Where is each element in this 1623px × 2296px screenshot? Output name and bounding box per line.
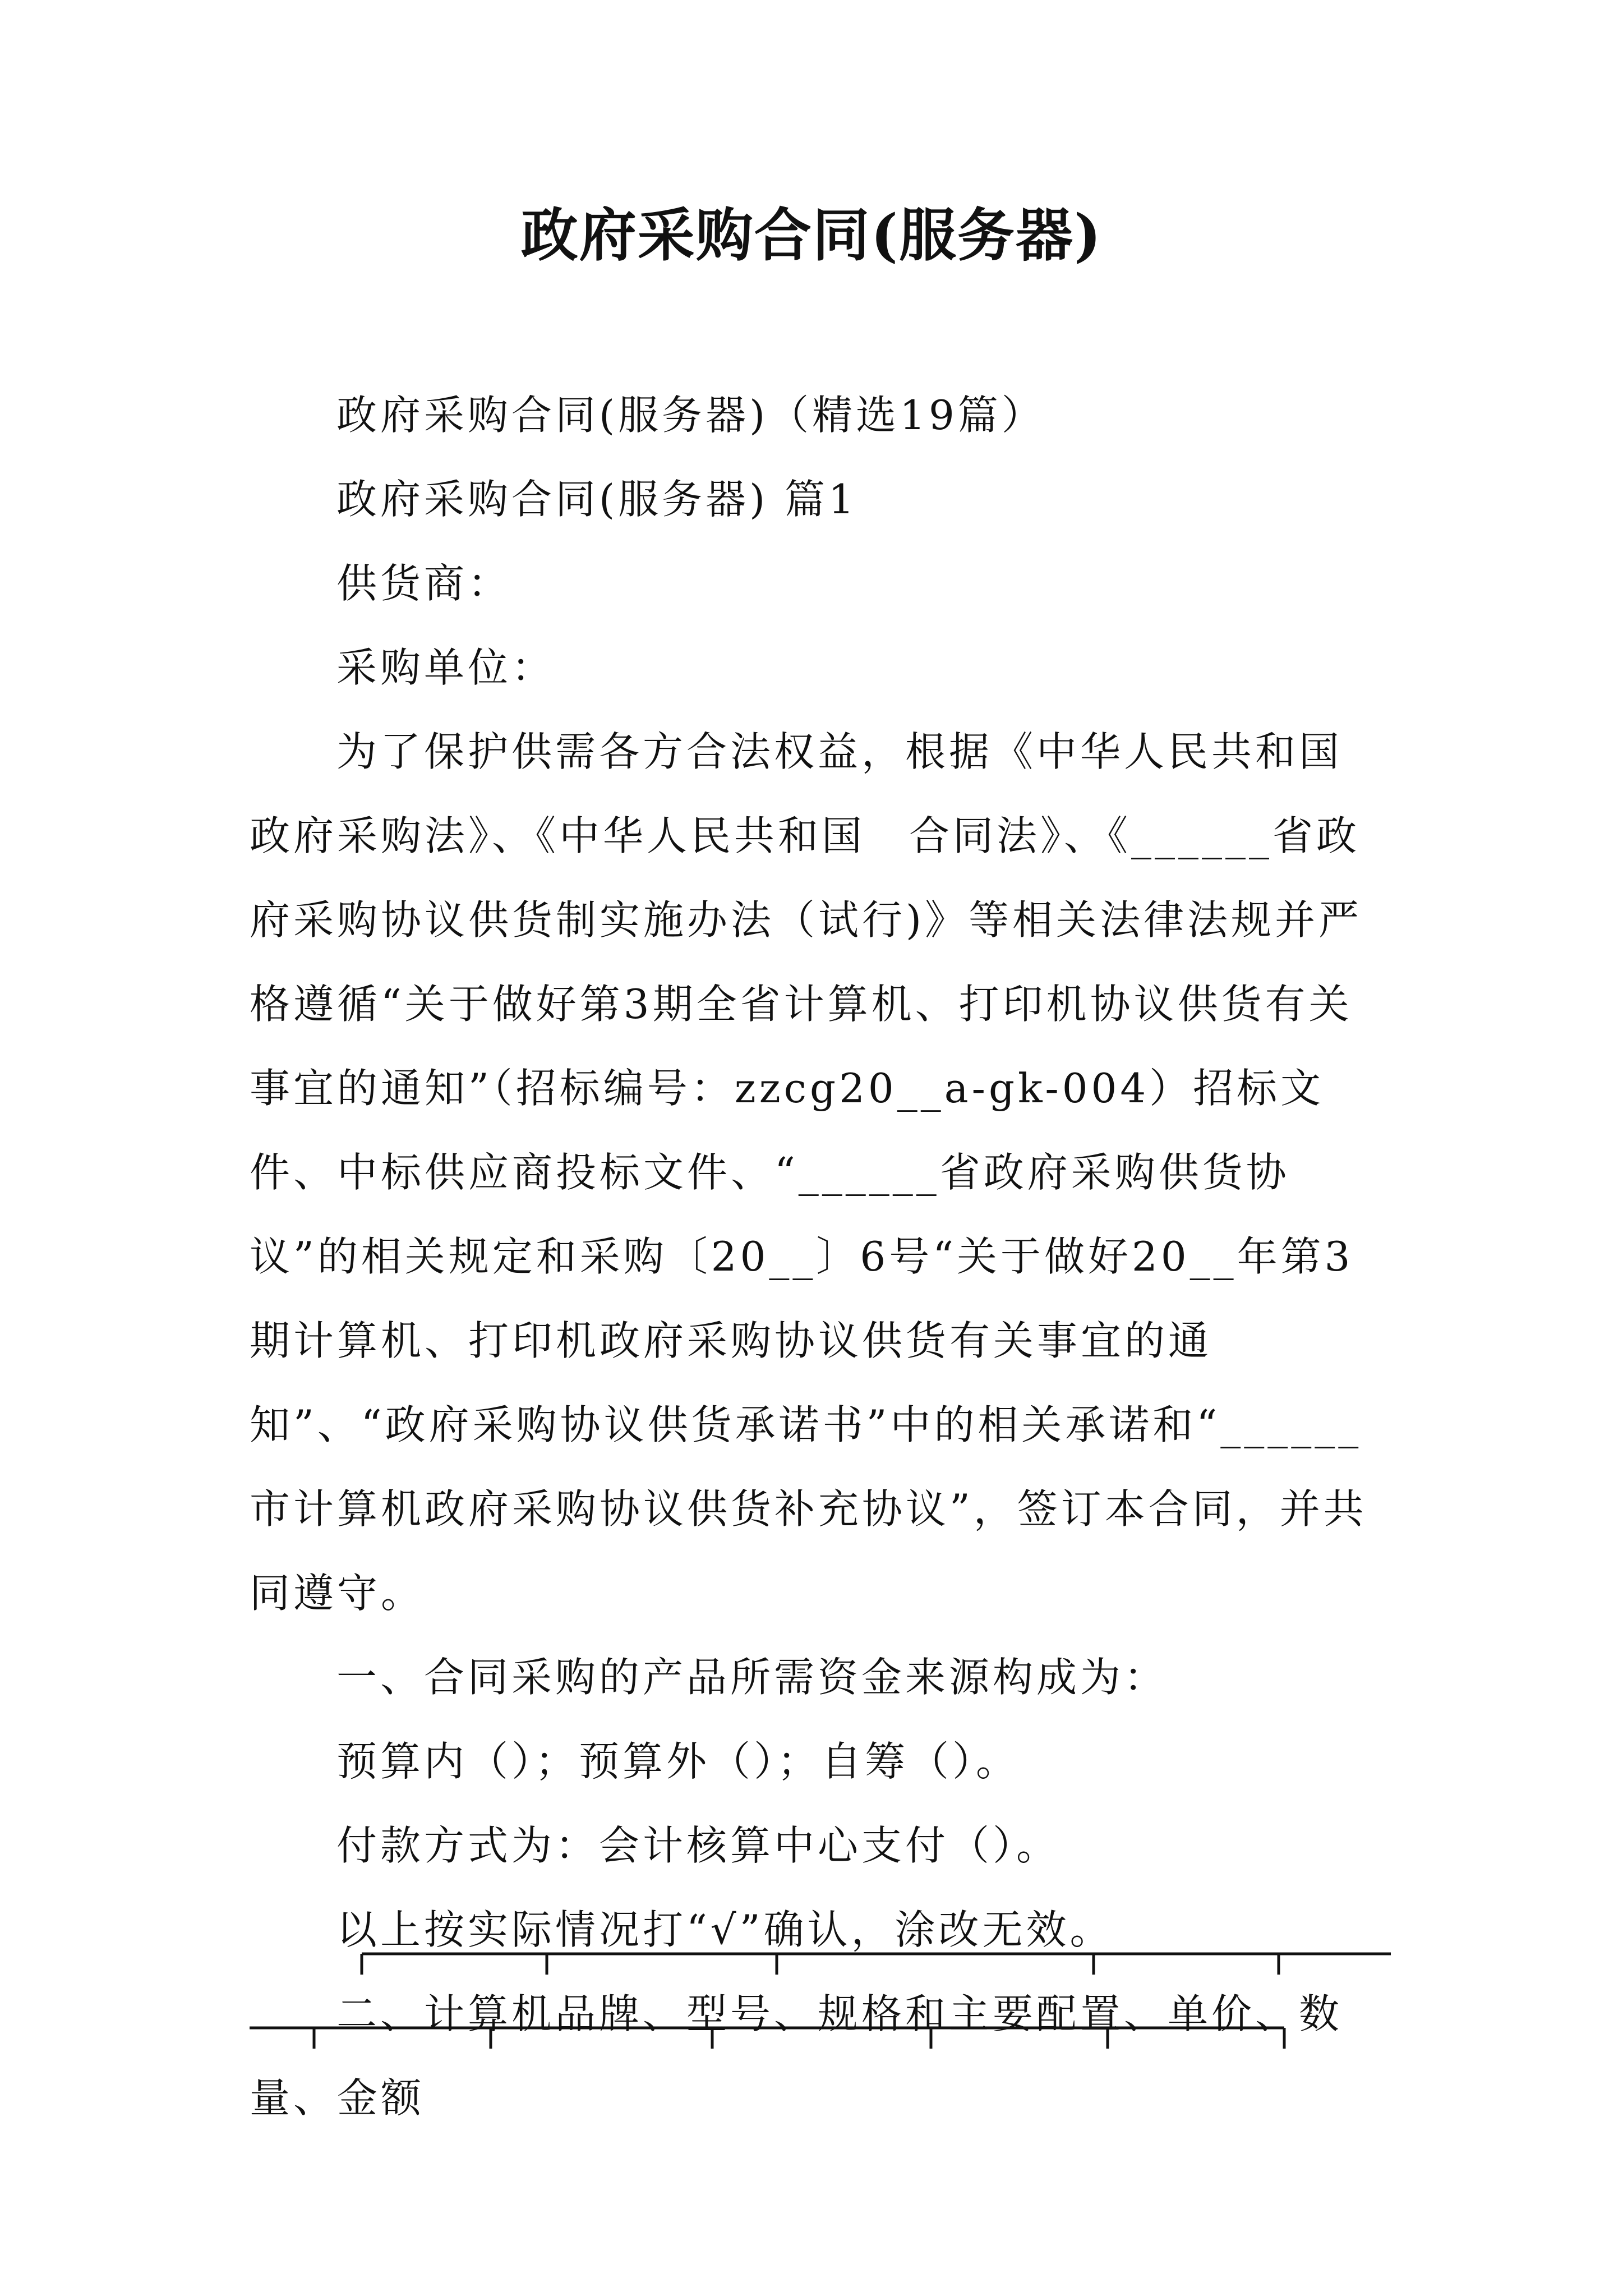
paragraph-budget: 预算内（）；预算外（）；自筹（）。 [336, 1738, 1020, 1785]
paragraph-confirm: 以上按实际情况打“√”确认，涂改无效。 [336, 1906, 1114, 1953]
paragraph-purchaser: 采购单位： [336, 644, 556, 691]
paragraph-payment: 付款方式为：会计核算中心支付（）。 [336, 1822, 1061, 1869]
paragraph-clause-1: 一、合同采购的产品所需资金来源构成为： [336, 1654, 1168, 1701]
paragraph-supplier: 供货商： [336, 560, 512, 607]
paragraph-subtitle: 政府采购合同(服务器)（精选19篇） [336, 392, 1045, 439]
paragraph-section-heading: 政府采购合同(服务器) 篇1 [336, 476, 857, 523]
paragraph-preamble: 为了保护供需各方合法权益，根据《中华人民共和国政府采购法》、《中华人民共和国 合同法》、《______省政府采购协议供货制实施办法（试行)》等相关法律法规并严格遵循“关于做好第3期全省计算机、打印机协议供货有关事宜的通知”（招标编号：zzcg20__a-gk-004）招标文件、中标供应商投标文件、“______省政府采购供货协议”的相关规定和采购〔20__〕6号“关于做好20__年第3期计算机、打印机政府采购协议供货有关事宜的通知”、“政府采购协议供货承诺书”中的相关承诺和“______市计算机政府采购协议供货补充协议”，签订本合同，并共同遵守。 [250, 728, 1367, 1617]
paragraph-clause-2: 二、计算机品牌、型号、规格和主要配置、单价、数量、金额 [250, 1990, 1343, 2122]
table-border-lines [0, 1918, 1623, 2087]
document-title: 政府采购合同(服务器) [520, 202, 1103, 269]
document-body [250, 373, 1385, 2140]
